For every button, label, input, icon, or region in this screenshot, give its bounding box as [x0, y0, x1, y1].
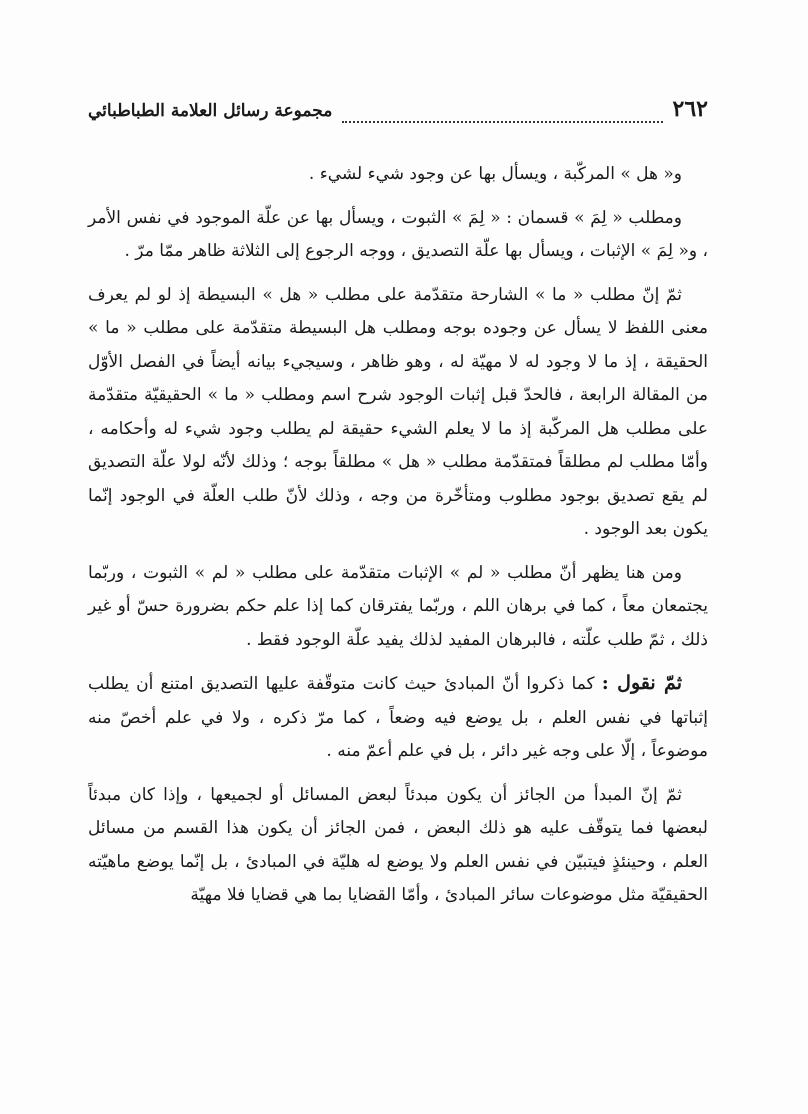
paragraph	[88, 667, 708, 769]
page-header	[88, 96, 708, 136]
paragraph-text: ومطلب « لِمَ » قسمان : « لِمَ » الثبوت ، ويسأل بها عن علّة الموجود في نفس الأمر ، و« لِمَ » الإثبات ، ويسأل بها علّة التصديق ، ووجه الرجوع إلى الثلاثة ظاهر ممّا مرّ .	[88, 207, 708, 261]
paragraph-text: كما ذكروا أنّ المبادئ حيث كانت متوقّفة عليها التصديق امتنع أن يطلب إثباتها في نفس العلم ، بل يوضع فيه وضعاً ، كما مرّ ذكره ، ولا في علم أخصّ منه موضوعاً ، إلّا على وجه غير دائر ، بل في علم أعمّ منه .	[88, 674, 708, 761]
header-dotted-leader	[342, 109, 662, 123]
paragraph-text: ثمّ إنّ مطلب « ما » الشارحة متقدّمة على مطلب « هل » البسيطة إذ لو لم يعرف معنى اللفظ لا يسأل عن وجوده بوجه ومطلب هل البسيطة متقدّمة على مطلب « ما » الحقيقة ، إذ ما لا وجود له لا مهيّة له ، وهو ظاهر ، وسيجيء بيانه أيضاً في الفصل الأوّل من المقالة الرابعة ، فالحدّ قبل إثبات الوجود شرح اسم ومطلب « ما » الحقيقيّة متقدّمة على مطلب هل المركّبة إذ ما لا يعلم الشيء حقيقة لم يطلب وجود شيء له وأحكامه ، وأمّا مطلب لم مطلقاً فمتقدّمة مطلب « هل » مطلقاً بوجه ؛ وذلك لأنّه لولا علّة التصديق لم يقع تصديق بوجود مطلوب ومتأخّرة من وجه ، وذلك لأنّ طلب العلّة في الوجود إنّما يكون بعد الوجود .	[88, 284, 708, 539]
paragraph-text: ثمّ إنّ المبدأ من الجائز أن يكون مبدئاً لبعض المسائل أو لجميعها ، وإذا كان مبدئاً لبعضها فما يتوقّف عليه هو ذلك البعض ، فمن الجائز أن يكون هذا القسم من مسائل العلم ، وحينئذٍ فيتبيّن في نفس العلم ولا يوضع له هليّة في المبادئ ، بل إنّما يوضع ماهيّته الحقيقيّة مثل موضوعات سائر المبادئ ، وأمّا القضايا بما هي قضايا فلا مهيّة	[88, 784, 708, 905]
paragraph	[88, 279, 708, 547]
paragraph-lead-word: ثمّ نقول :	[601, 672, 682, 694]
paragraph-text: ومن هنا يظهر أنّ مطلب « لم » الإثبات متقدّمة على مطلب « لم » الثبوت ، وربّما يجتمعان معاً ، كما في برهان اللم ، وربّما يفترقان كما إذا علم حكم بضرورة حسّ أو غير ذلك ، ثمّ طلب علّته ، فالبرهان المفيد لذلك يفيد علّة الوجود فقط .	[88, 562, 708, 650]
running-title: مجموعة رسائل العلامة الطباطبائي	[88, 101, 333, 121]
paragraph	[88, 557, 708, 658]
paragraph	[88, 158, 708, 192]
paragraph-text: و« هل » المركّبة ، ويسأل بها عن وجود شيء لشيء .	[308, 164, 682, 184]
paragraph	[88, 202, 708, 269]
page-number: ٢٦٢	[672, 96, 708, 122]
paragraph	[88, 779, 708, 913]
book-page	[88, 96, 708, 923]
